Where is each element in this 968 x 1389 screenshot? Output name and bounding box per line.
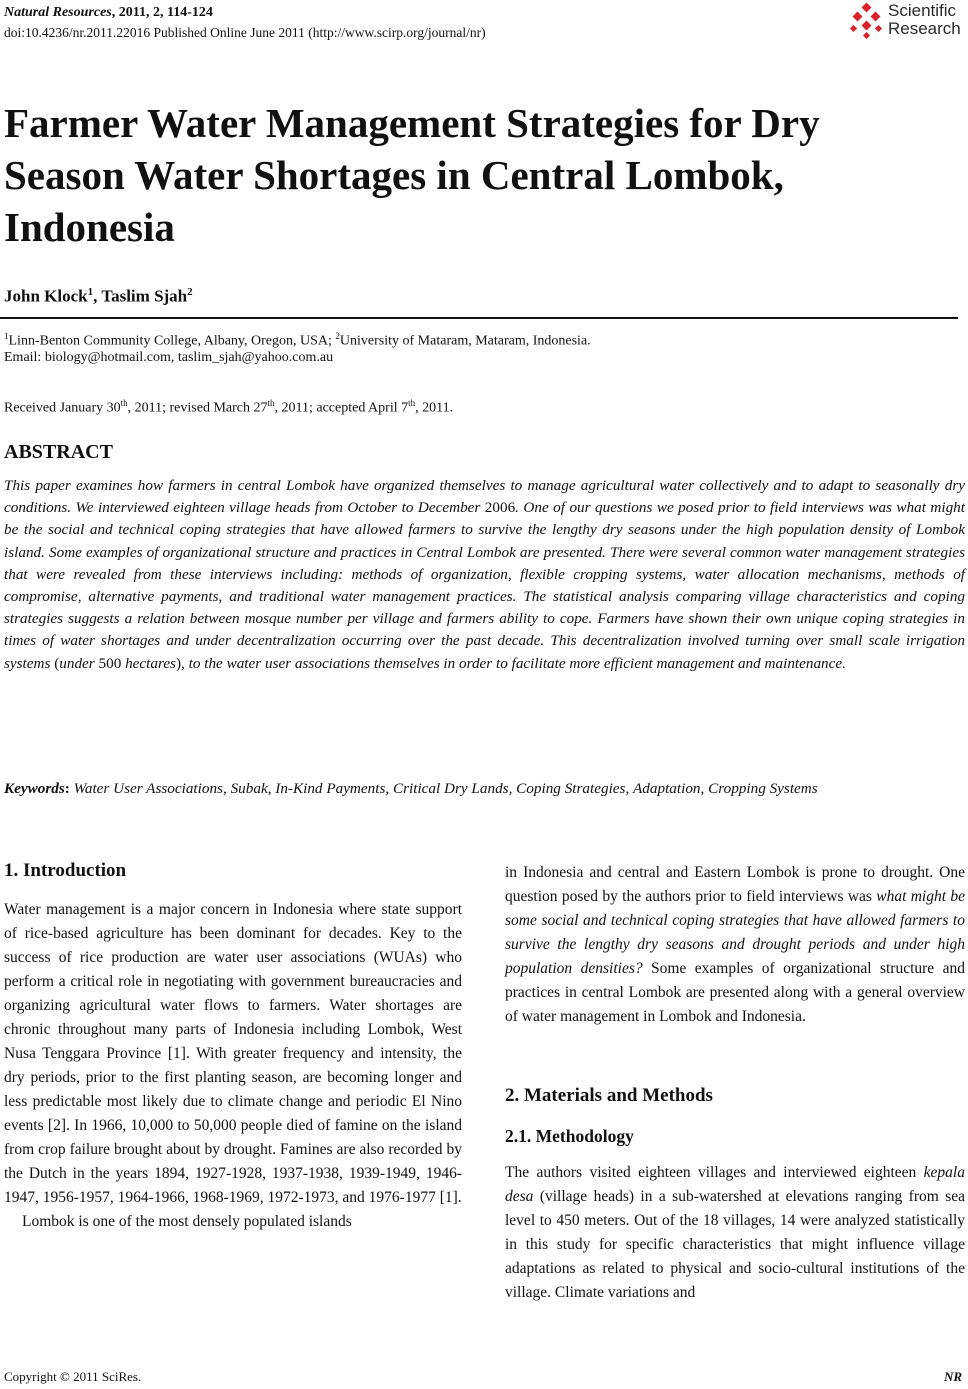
keyword-separator: , — [267, 780, 276, 797]
keyword-separator: , — [222, 780, 231, 797]
journal-name: Natural Resources — [4, 5, 112, 20]
abstract-text: . One of our questions we posed prior to field interviews was what might be the social and technical coping strategies that have allowed farmers to survive the lengthy dry seasons under the high population density of Lombok island. Some examples of organizational structure and practices in Central Lombok are presented. There were several common water management strategies that were revealed from these interviews including: methods of organization — [4, 499, 965, 583]
accepted-text: , 2011; accepted April 7 — [274, 400, 409, 416]
logo-line-2: Research — [888, 19, 961, 38]
paragraph-text: (village heads) in a sub-watershed at elevations ranging from sea level to 450 meters. Out of the 18 villages, 14 were analyzed statistically in this study for specific characteristics that might influence village adaptations as related to physical and socio-cultural institutions of the village. Climate variations and — [505, 1188, 965, 1301]
logo-text — [888, 2, 961, 38]
paragraph-text: The authors visited eighteen villages and interviewed eighteen — [505, 1164, 924, 1181]
abstract-text: hectares — [121, 654, 176, 672]
logo-mark-icon — [848, 2, 886, 42]
keyword: Coping Strategies — [516, 780, 626, 797]
keywords-colon: : — [64, 780, 74, 797]
abstract-heading: ABSTRACT — [4, 441, 113, 463]
author-affiliation-mark: 1 — [87, 286, 94, 298]
affiliations — [4, 327, 591, 351]
right-column-bottom — [505, 1161, 965, 1305]
abstract-text: under — [59, 654, 99, 672]
keyword: Subak — [230, 780, 268, 797]
header-divider — [0, 317, 958, 319]
section-heading-introduction: 1. Introduction — [4, 860, 127, 881]
keyword: Adaptation — [633, 780, 701, 797]
logo-line-1: Scientific — [888, 1, 957, 20]
abstract-text: methods of compromise — [4, 565, 966, 606]
abstract-comma: , — [218, 588, 230, 606]
research-question: what might be some social and technical coping strategies that have allowed farmers to survive the lengthy dry seasons and drought periods and under high population densities? — [505, 888, 965, 977]
abstract-text: flexible cropping systems — [520, 565, 683, 583]
paragraph-text: Some examples of organizational structure and practices in central Lombok are presented along with a general overview of water management in Lombok and Indonesia. — [505, 960, 965, 1025]
abstract-text: , to the water user associations themselves in order to facilitate more efficient management and maintenance. — [181, 654, 846, 672]
footer-journal-abbrev: NR — [944, 1369, 963, 1384]
keyword: Water User Associations — [73, 780, 223, 797]
author-affiliation-mark: 2 — [187, 286, 193, 298]
keywords-label: Keywords — [4, 780, 65, 797]
abstract-comma: , — [682, 565, 695, 583]
left-column — [4, 898, 462, 1234]
abstract-year: 2006 — [484, 499, 516, 517]
abstract-comma: , — [77, 588, 89, 606]
affiliation-2: University of Mataram, Mataram, Indonesia. — [339, 333, 591, 349]
keyword-separator: , — [700, 780, 709, 797]
journal-volume: , 2011, 2, 114-124 — [111, 5, 213, 20]
ordinal-suffix: th — [408, 398, 416, 408]
received-text: Received January 30 — [4, 400, 121, 416]
publisher-logo — [848, 2, 968, 44]
term: kepala desa — [505, 1164, 965, 1205]
abstract-number: 500 — [98, 654, 122, 672]
abstract-comma: , — [507, 565, 521, 583]
abstract-paren: ) — [175, 654, 182, 672]
affiliation-mark: 2 — [335, 331, 340, 341]
author-separator: , — [93, 286, 102, 306]
paragraph: Water management is a major concern in Indonesia where state support of rice-based agriculture has been dominant for decades. Key to the success of rice production are water user associations (WUAs) who perform a critical role in negotiating with government bureaucracies and organizing agricultural water flows to farmers. Water shortages are chronic throughout many parts of Indonesia including Lombok, West Nusa Tenggara Province [1]. With greater frequency and intensity, the dry periods, prior to the first planting season, are becoming longer and less predictable most likely due to climate change and periodic El Nino events [2]. In 1966, 10,000 to 50,000 people died of famine on the island from crop failure brought about by drought. Famines are also recorded by the Dutch in the years 1894, 1927-1928, 1937-1938, 1939-1949, 1946-1947, 1956-1957, 1964-1966, 1968-1969, 1972-1973, and 1976-1977 [1]. — [4, 901, 462, 1206]
abstract-text: alternative payments — [88, 588, 219, 606]
revised-text: , 2011; revised March 27 — [127, 400, 268, 416]
abstract-text: and traditional water management practices. The statistical analysis comparing village characteristics and coping strategies suggests a relation between mosque number per village and farmers ability to cope. Farmers have shown their own unique coping strategies in times of water shortages and under decentralization occurring over the past decade. This decentralization involved turning over small scale irrigation systems — [4, 588, 966, 672]
abstract-comma: , — [881, 565, 895, 583]
keyword: Cropping Systems — [708, 780, 818, 797]
keyword: In-Kind Payments — [275, 780, 386, 797]
paper-title: Farmer Water Management Strategies for Dry Season Water Shortages in Central Lombok, Indonesia — [4, 100, 820, 250]
right-column-top — [505, 861, 965, 1029]
affiliation-1: Linn-Benton Community College, Albany, Oregon, USA; — [8, 333, 336, 349]
author-list — [4, 281, 193, 308]
paragraph-text: in Indonesia and central and Eastern Lombok is prone to drought. One question posed by the authors prior to field interviews was — [505, 864, 965, 905]
keywords — [4, 778, 965, 800]
author-name: Taslim Sjah — [101, 286, 188, 306]
received-dates — [4, 394, 453, 418]
footer-copyright: Copyright © 2011 SciRes. — [4, 1369, 142, 1384]
abstract-text: This paper examines how farmers in central Lombok have organized themselves to manage agricultural water collectively and to adapt to seasonally dry conditions. We interviewed eighteen village heads from October to December — [4, 477, 965, 517]
doi-line: doi:10.4236/nr.2011.22016 Published Online June 2011 (http://www.scirp.org/journal/nr) — [4, 25, 486, 40]
ordinal-suffix: th — [267, 398, 275, 408]
abstract-text: water allocation mechanisms — [694, 565, 882, 583]
abstract-body — [4, 475, 965, 675]
keyword-separator: , — [625, 780, 634, 797]
affiliation-mark: 1 — [4, 331, 9, 341]
paragraph: Lombok is one of the most densely populated islands — [22, 1213, 352, 1230]
subsection-heading-methodology: 2.1. Methodology — [505, 1126, 634, 1146]
keyword-separator: , — [508, 780, 517, 797]
year-text: , 2011. — [415, 400, 454, 416]
paragraph — [505, 1161, 965, 1305]
paragraph — [505, 861, 965, 1029]
abstract-paren: ( — [54, 654, 60, 672]
keyword-separator: , — [385, 780, 393, 797]
keyword: Critical Dry Lands — [392, 780, 509, 797]
contact-email: Email: biology@hotmail.com, taslim_sjah@yahoo.com.au — [4, 350, 334, 365]
journal-citation — [4, 4, 213, 22]
section-heading-materials-methods: 2. Materials and Methods — [505, 1085, 713, 1106]
author-name: John Klock — [4, 286, 88, 306]
ordinal-suffix: th — [120, 398, 128, 408]
